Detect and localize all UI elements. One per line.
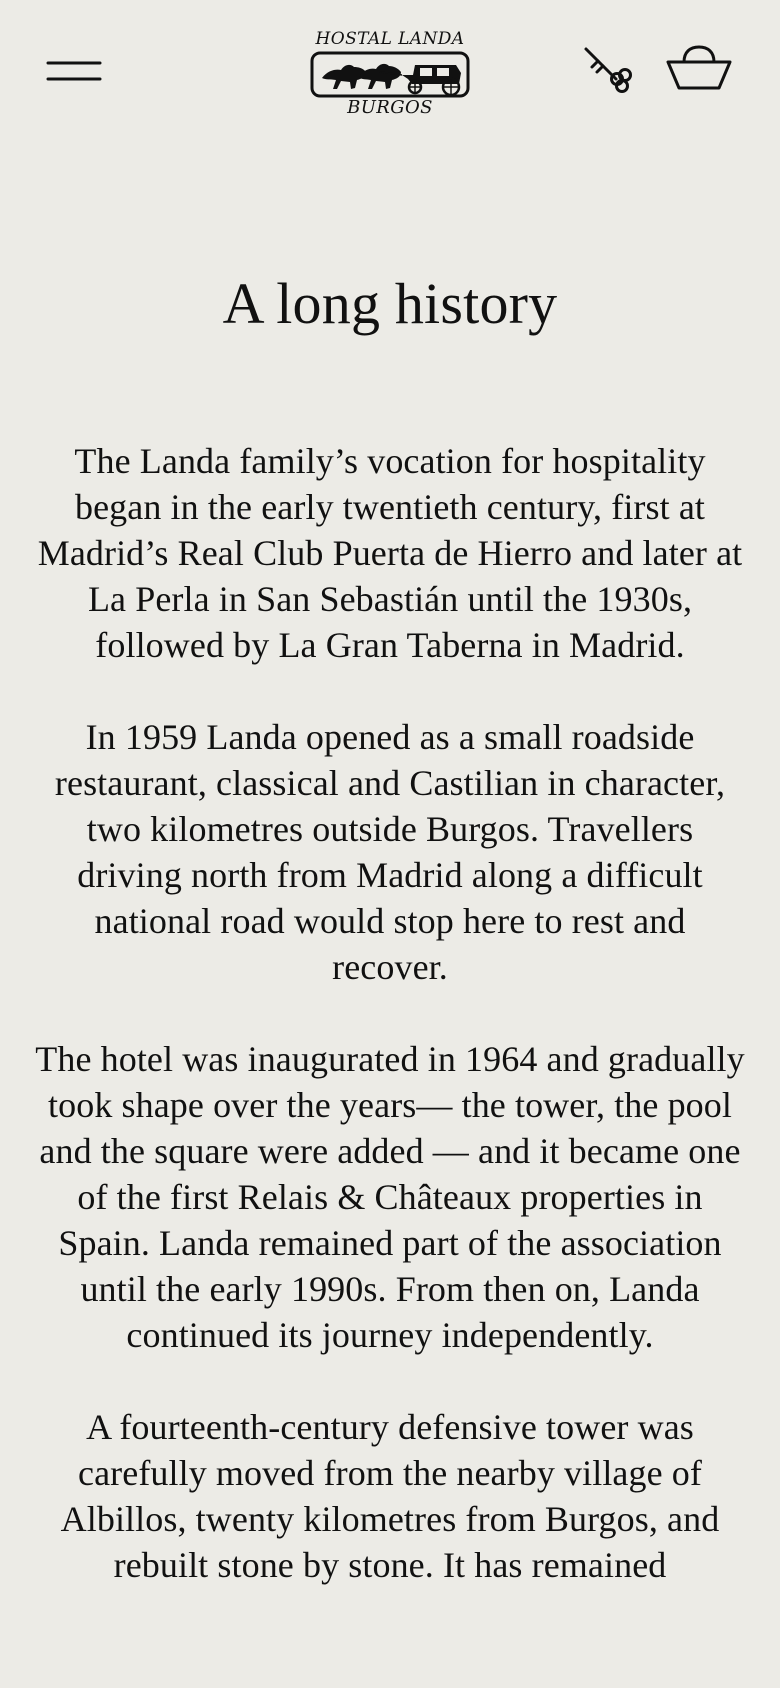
history-paragraph-1: The Landa family’s vocation for hospitality began in the early twentieth century, first at Madrid’s Real Club Puerta de Hierro and later at La Perla in San Sebastián until the 1930s, followed by La Gran Taberna in Madrid. bbox=[37, 440, 743, 665]
logo-bottom-text: BURGOS bbox=[347, 97, 433, 118]
logo-top-text: HOSTAL LANDA bbox=[315, 29, 465, 49]
site-header bbox=[0, 0, 780, 140]
basket-icon bbox=[664, 42, 734, 98]
hamburger-menu-icon bbox=[40, 46, 102, 92]
history-paragraph-4: A fourteenth-century defensive tower was carefully moved from the nearby village of Albillos, twenty kilometres from Burgos, and rebuilt stone by stone. It has remained bbox=[60, 1406, 720, 1585]
history-body bbox=[34, 438, 746, 1588]
history-section bbox=[34, 272, 746, 1634]
logo-link[interactable] bbox=[306, 28, 474, 122]
key-button[interactable] bbox=[580, 42, 636, 98]
key-icon bbox=[580, 42, 636, 98]
menu-button[interactable] bbox=[40, 46, 102, 92]
history-paragraph-2: In 1959 Landa opened as a small roadside restaurant, classical and Castilian in character, two kilometres outside Burgos. Travellers driving north from Madrid along a difficult national road would stop here to rest and recover. bbox=[54, 716, 726, 987]
history-paragraph-3: The hotel was inaugurated in 1964 and gradually took shape over the years— the tower, the pool and the square were added — and it became one of the first Relais & Châteaux properties in Spain. Landa remained part of the association until the early 1990s. From then on, Landa continued its journey independently. bbox=[35, 1038, 745, 1355]
basket-button[interactable] bbox=[664, 42, 734, 98]
page-title: A long history bbox=[222, 271, 558, 336]
